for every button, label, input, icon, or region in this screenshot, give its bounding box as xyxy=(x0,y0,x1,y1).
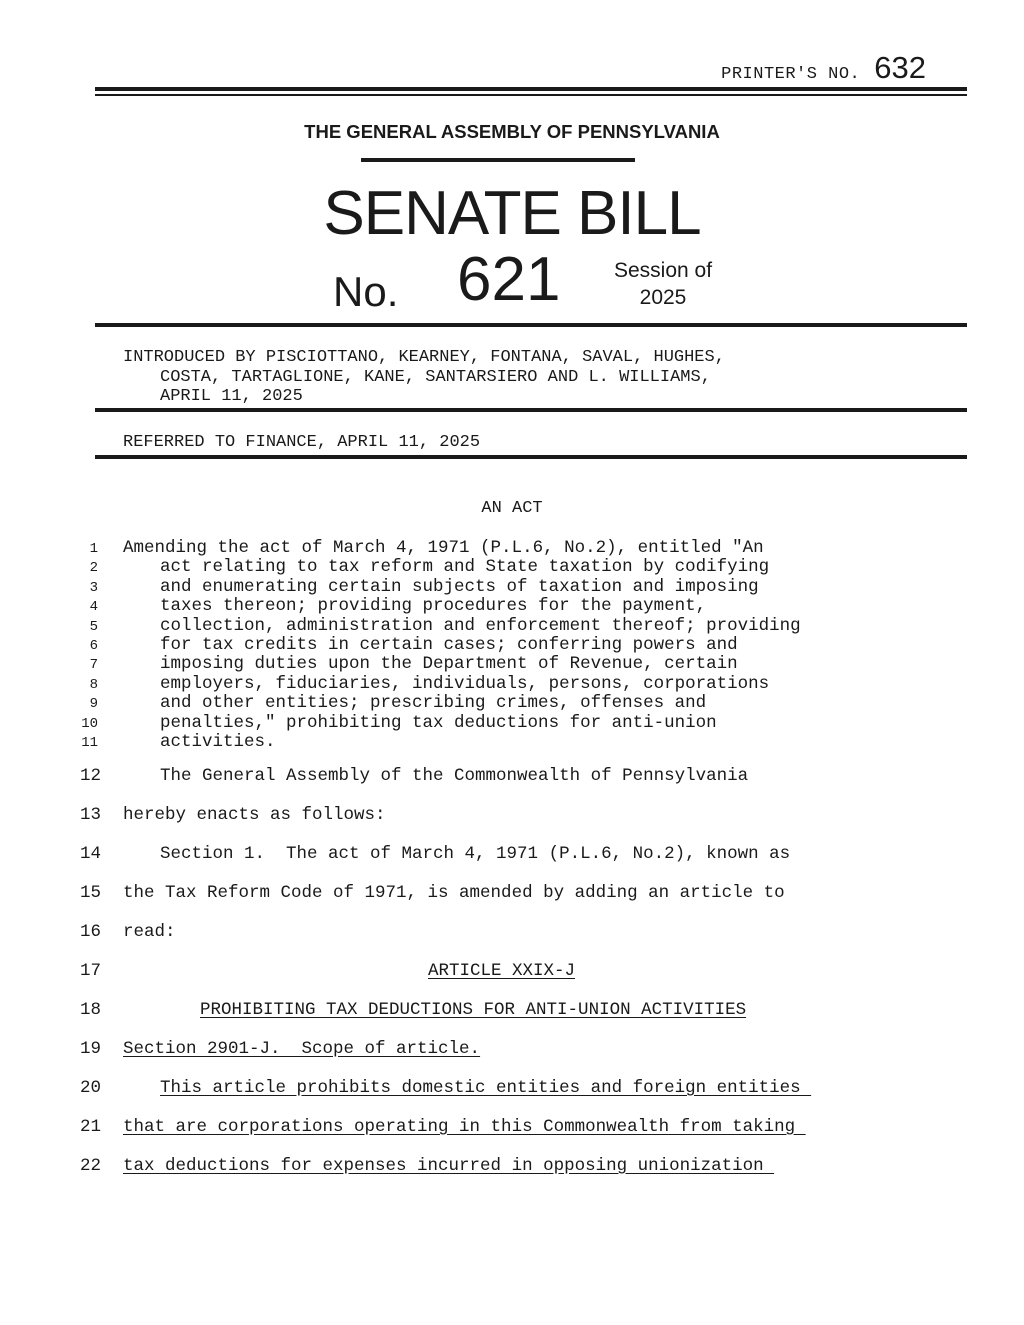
line-number: 2 xyxy=(89,560,98,576)
line-text: penalties," prohibiting tax deductions for anti-union xyxy=(160,713,717,733)
line-number: 14 xyxy=(79,844,101,864)
session-year: 2025 xyxy=(639,286,687,309)
introduced-line-1: INTRODUCED BY PISCIOTTANO, KEARNEY, FONTANA, SAVAL, HUGHES, xyxy=(123,348,725,367)
article-heading: ARTICLE XXIX-J xyxy=(428,961,576,981)
section-heading: Section 2901-J. Scope of article. xyxy=(123,1039,481,1059)
line-number: 6 xyxy=(89,638,98,654)
line-number: 9 xyxy=(89,696,98,712)
line-text: for tax credits in certain cases; conferring powers and xyxy=(160,635,738,655)
line-text: the Tax Reform Code of 1971, is amended by adding an article to xyxy=(123,883,785,903)
line-number: 18 xyxy=(79,1000,101,1020)
printers-number-label: PRINTER'S NO. xyxy=(721,65,861,84)
line-number: 1 xyxy=(89,541,98,557)
session-label: Session of xyxy=(613,259,713,282)
line-text: activities. xyxy=(160,732,276,752)
line-number: 5 xyxy=(89,619,98,635)
printers-number xyxy=(721,50,926,84)
line-number: 12 xyxy=(79,766,101,786)
assembly-rule xyxy=(361,158,635,162)
act-heading: AN ACT xyxy=(481,499,543,518)
line-number: 22 xyxy=(79,1156,101,1176)
line-text: Section 1. The act of March 4, 1971 (P.L.6, No.2), known as xyxy=(160,844,791,864)
line-text: The General Assembly of the Commonwealth of Pennsylvania xyxy=(160,766,749,786)
bill-number-label: No. xyxy=(333,268,399,315)
line-text: This article prohibits domestic entities and foreign entities xyxy=(160,1078,812,1098)
line-number: 7 xyxy=(89,657,98,673)
masthead-rule xyxy=(95,323,967,327)
line-number: 13 xyxy=(79,805,101,825)
line-number: 19 xyxy=(79,1039,101,1059)
line-text: that are corporations operating in this Commonwealth from taking xyxy=(123,1117,806,1137)
line-number: 20 xyxy=(79,1078,101,1098)
article-title: PROHIBITING TAX DEDUCTIONS FOR ANTI-UNION ACTIVITIES xyxy=(200,1000,747,1020)
line-number: 3 xyxy=(89,580,98,596)
line-text: and other entities; prescribing crimes, offenses and xyxy=(160,693,707,713)
referred-to: REFERRED TO FINANCE, APRIL 11, 2025 xyxy=(123,433,481,452)
line-text: and enumerating certain subjects of taxation and imposing xyxy=(160,577,759,597)
introduced-line-3: APRIL 11, 2025 xyxy=(160,387,303,406)
line-number: 8 xyxy=(89,677,98,693)
line-text: collection, administration and enforcement thereof; providing xyxy=(160,616,801,636)
line-text: taxes thereon; providing procedures for the payment, xyxy=(160,596,707,616)
line-text: imposing duties upon the Department of Revenue, certain xyxy=(160,654,738,674)
line-number: 16 xyxy=(79,922,101,942)
assembly-title: THE GENERAL ASSEMBLY OF PENNSYLVANIA xyxy=(304,121,720,142)
line-text: tax deductions for expenses incurred in opposing unionization xyxy=(123,1156,775,1176)
introduced-rule xyxy=(95,408,967,412)
line-number: 11 xyxy=(81,735,98,751)
line-number: 21 xyxy=(79,1117,101,1137)
line-text: hereby enacts as follows: xyxy=(123,805,386,825)
bill-type: SENATE BILL xyxy=(323,179,701,248)
line-text: read: xyxy=(123,922,176,942)
line-text: employers, fiduciaries, individuals, persons, corporations xyxy=(160,674,770,694)
line-number: 15 xyxy=(79,883,101,903)
line-number: 17 xyxy=(79,961,101,981)
session xyxy=(598,257,728,311)
printers-number-value: 632 xyxy=(874,50,926,85)
line-number: 4 xyxy=(89,599,98,615)
top-rule-thin xyxy=(95,94,967,96)
line-text: Amending the act of March 4, 1971 (P.L.6, No.2), entitled "An xyxy=(123,538,764,558)
line-number: 10 xyxy=(81,716,98,732)
bill-number: 621 xyxy=(457,245,561,314)
introduced-line-2: COSTA, TARTAGLIONE, KANE, SANTARSIERO AND L. WILLIAMS, xyxy=(160,368,711,387)
line-text: act relating to tax reform and State taxation by codifying xyxy=(160,557,770,577)
referred-rule xyxy=(95,455,967,459)
top-rule xyxy=(95,87,967,91)
